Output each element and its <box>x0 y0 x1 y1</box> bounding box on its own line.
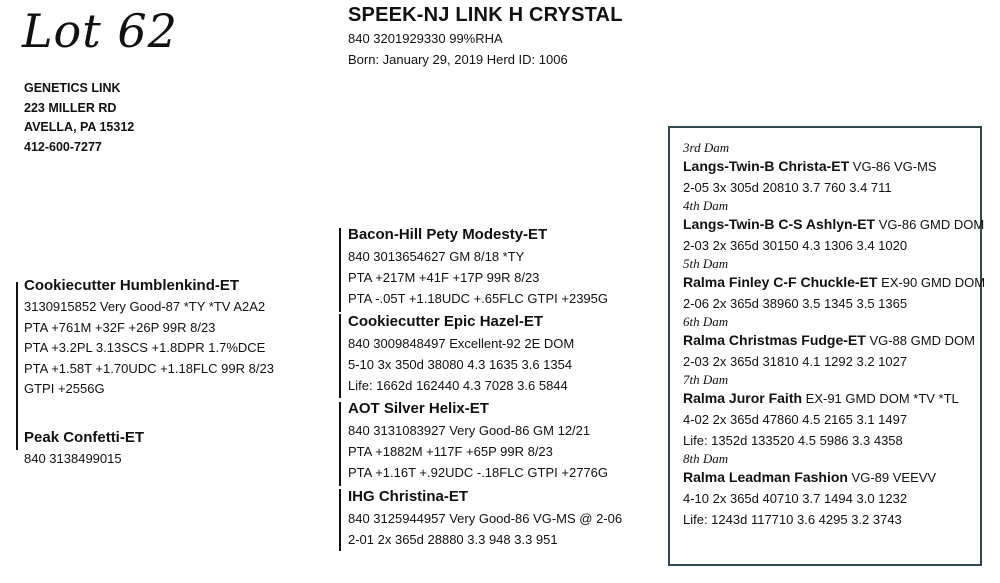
sire-line: PTA +3.2PL 3.13SCS +1.8DPR 1.7%DCE <box>24 340 266 356</box>
dam-dam-sire-line: PTA +1.16T +.92UDC -.18FLC GTPI +2776G <box>348 465 609 480</box>
dam-generation-label: 6th Dam <box>683 314 729 329</box>
dam-dam-sire-line: PTA +1882M +117F +65P 99R 8/23 <box>348 444 553 459</box>
dam-entry-name: Ralma Christmas Fudge-ET <box>683 332 866 348</box>
sire-block <box>24 275 274 400</box>
dam-generation-label: 8th Dam <box>683 451 729 466</box>
dam-name: Cookiecutter Epic Hazel-ET <box>348 313 544 330</box>
sire-line: PTA +761M +32F +26P 99R 8/23 <box>24 319 216 335</box>
granddam-name: IHG Christina-ET <box>348 488 469 505</box>
dam-dam-sire-name: AOT Silver Helix-ET <box>348 400 489 417</box>
dam-entry-lifetime: Life: 1352d 133520 4.5 5986 3.3 4358 <box>683 433 903 448</box>
dam-entry-name: Langs-Twin-B Christa-ET <box>683 158 850 174</box>
sire-bracket <box>16 282 18 450</box>
dam-sire-bracket <box>339 228 341 312</box>
dam-entry-title <box>683 156 985 177</box>
dam-entry-record: 2-05 3x 305d 20810 3.7 760 3.4 711 <box>683 180 892 195</box>
sire-sire-line: 840 3138499015 <box>24 451 122 466</box>
dam-entry-record: 2-06 2x 365d 38960 3.5 1345 3.5 1365 <box>683 296 908 311</box>
dam-entry-title <box>683 330 985 351</box>
dam-dam-sire-block <box>348 398 608 483</box>
dam-generation-label: 3rd Dam <box>683 140 730 155</box>
dam-entry-title <box>683 214 985 235</box>
granddam-bracket <box>339 489 341 551</box>
dam-entry-record: 2-03 2x 365d 31810 4.1 1292 3.2 1027 <box>683 354 908 369</box>
dam-line: 5-10 3x 350d 38080 4.3 1635 3.6 1354 <box>348 357 573 372</box>
seller-address-street: 223 MILLER RD <box>24 100 117 115</box>
dam-entry-classification: EX-91 GMD DOM *TV *TL <box>802 391 959 406</box>
dam-dam-sire-bracket <box>339 402 341 486</box>
dam-generation-label: 4th Dam <box>683 198 729 213</box>
seller-phone: 412-600-7277 <box>24 139 102 154</box>
dam-entry-classification: VG-88 GMD DOM <box>865 333 975 348</box>
dam-entry-7th <box>683 372 985 451</box>
sire-sire-block <box>24 427 144 469</box>
dam-entry-record: 4-10 2x 365d 40710 3.7 1494 3.0 1232 <box>683 491 908 506</box>
lot-number: Lot 62 <box>22 4 178 58</box>
dam-entry-3rd <box>683 140 985 198</box>
dam-generation-label: 7th Dam <box>683 372 729 387</box>
dam-entry-record: 4-02 2x 365d 47860 4.5 2165 3.1 1497 <box>683 412 908 427</box>
dam-entry-classification: VG-86 VG-MS <box>849 159 937 174</box>
animal-born-line: Born: January 29, 2019 Herd ID: 1006 <box>348 52 568 67</box>
granddam-line: 840 3125944957 Very Good-86 VG-MS @ 2-06 <box>348 511 623 526</box>
dam-sire-block <box>348 224 608 309</box>
dam-entry-title <box>683 467 985 488</box>
dam-entry-name: Ralma Juror Faith <box>683 390 803 406</box>
granddam-block <box>348 486 622 550</box>
dam-sire-name: Bacon-Hill Pety Modesty-ET <box>348 226 548 243</box>
dam-entry-classification: VG-89 VEEVV <box>847 470 937 485</box>
dam-generation-label: 5th Dam <box>683 256 729 271</box>
dam-entry-title <box>683 272 985 293</box>
dam-entry-name: Ralma Finley C-F Chuckle-ET <box>683 274 878 290</box>
dam-dam-sire-line: 840 3131083927 Very Good-86 GM 12/21 <box>348 423 591 438</box>
dam-entry-lifetime: Life: 1243d 117710 3.6 4295 3.2 3743 <box>683 512 902 527</box>
sire-line: 3130915852 Very Good-87 *TY *TV A2A2 <box>24 299 266 314</box>
seller-address-city: AVELLA, PA 15312 <box>24 120 135 134</box>
dam-entry-4th <box>683 198 985 256</box>
seller-name: GENETICS LINK <box>24 81 121 95</box>
dam-bracket <box>339 314 341 398</box>
sire-line: GTPI +2556G <box>24 381 105 397</box>
dam-entry-record: 2-03 2x 365d 30150 4.3 1306 3.4 1020 <box>683 238 908 253</box>
animal-name: SPEEK-NJ LINK H CRYSTAL <box>348 4 623 26</box>
dam-entry-name: Langs-Twin-B C-S Ashlyn-ET <box>683 216 876 232</box>
dam-block <box>348 311 574 396</box>
dam-line: 840 3009848497 Excellent-92 2E DOM <box>348 336 575 351</box>
dam-entry-classification: EX-90 GMD DOM <box>877 275 986 290</box>
sire-name: Cookiecutter Humblenkind-ET <box>24 277 240 294</box>
sire-sire-name: Peak Confetti-ET <box>24 429 145 446</box>
granddam-line: 2-01 2x 365d 28880 3.3 948 3.3 951 <box>348 532 558 547</box>
dam-entry-name: Ralma Leadman Fashion <box>683 469 848 485</box>
dam-entry-8th <box>683 451 985 530</box>
dam-entry-6th <box>683 314 985 372</box>
dam-entry-classification: VG-86 GMD DOM <box>875 217 985 232</box>
dam-sire-line: PTA +217M +41F +17P 99R 8/23 <box>348 270 540 285</box>
sire-line: PTA +1.58T +1.70UDC +1.18FLC 99R 8/23 <box>24 360 274 376</box>
dam-entry-title <box>683 388 985 409</box>
dam-sire-line: 840 3013654627 GM 8/18 *TY <box>348 249 525 264</box>
animal-header <box>348 4 623 70</box>
maternal-line-box <box>668 126 986 566</box>
seller-info <box>24 79 134 157</box>
dam-sire-line: PTA -.05T +1.18UDC +.65FLC GTPI +2395G <box>348 291 609 306</box>
maternal-line-list <box>683 140 985 530</box>
dam-line: Life: 1662d 162440 4.3 7028 3.6 5844 <box>348 378 568 393</box>
dam-entry-5th <box>683 256 985 314</box>
animal-id-line: 840 3201929330 99%RHA <box>348 31 503 46</box>
